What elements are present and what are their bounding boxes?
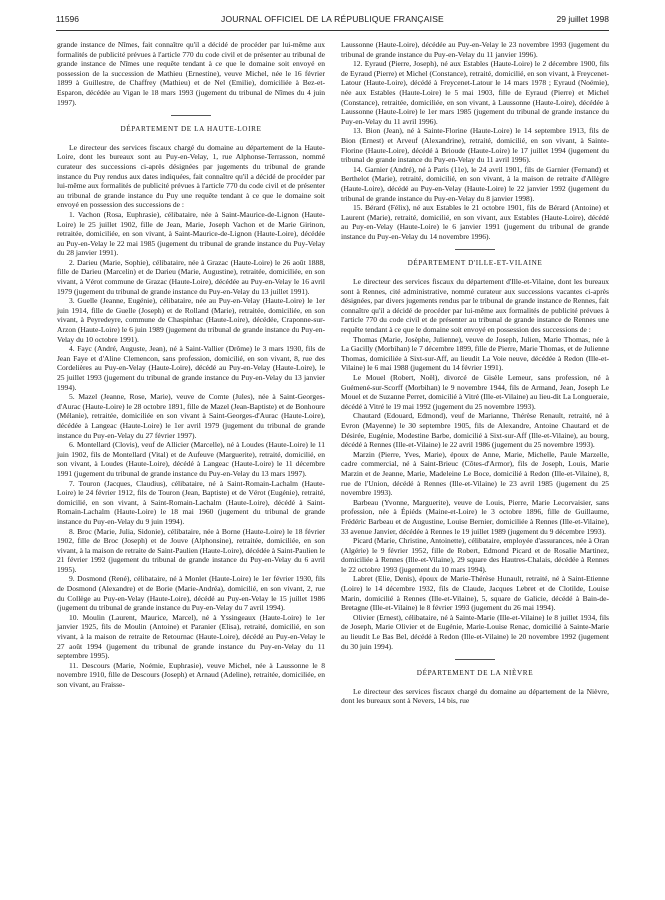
entry: 2. Darieu (Marie, Sophie), célibataire, née à Grazac (Haute-Loire) le 26 août 1888, fille de Darieu (Marcelin) et de Darieu (Marie, Augustine), retraitée, domiciliée, en son vivant, à Vérot commune de Grazac (Haute-Loire), décédée au Puy-en-Velay le 16 avril 1979 (jugement du tribunal de grande instance du Puy-en-Velay du 13 juillet 1991).: [57, 257, 325, 296]
entry: 4. Fayc (André, Auguste, Jean), né à Saint-Vallier (Drôme) le 3 mars 1930, fils de Jean Faye et d'Aline Clemencon, sans profession, domicilié, en son vivant, 8, rue des Cordelières au Puy-en-Velay (Haute-Loire), décédé au Puy-en-Velay (Haute-Loire), le 25 juillet 1993 (jugement du tribunal de grande instance du Puy-en-Velay du 13 janvier 1994).: [57, 344, 325, 392]
entry: Picard (Marie, Christine, Antoinette), célibataire, employée d'assurances, née à Oran (Algérie) le 9 février 1952, fille de Robert, Edmond Picard et de Rosalie Martinez, domiciliée à Rennes (Ille-et-Vilaine), 29 square des Hautres-Chalais, décédée à Rennes le 22 octobre 1993 (jugement du 10 mars 1994).: [341, 536, 609, 574]
section-intro: Le directeur des services fiscaux du département d'Ille-et-Vilaine, dont les bureaux sont à Rennes, cité administrative, nommé curateur aux successions vacantes ci-après désignées, par divers jugements rendus par le tribunal de grande instance de Rennes, fait connaître qu'il a décidé de procéder par lui-même aux formalités de publicité prévues à l'article 770 du code civil et de présenter au tribunal de grande instance de Rennes une requête tendant à ce que le domaine soit envoyé en possession des successions de :: [341, 277, 609, 335]
section-divider: [455, 249, 495, 250]
entry: Chautard (Edouard, Edmond), veuf de Marianne, Thérèse Renault, retraité, né à Evron (Mayenne) le 30 septembre 1905, fils de Alexandre, Antoine Chautard et de Désirée, Eugénie, Modestine Barbe, domicilié à Sixt-sur-Aff (Ille-et-Vilaine), au bourg, décédé à Rennes (Ille-et-Vilaine) le 22 avril 1986 (jugement du 25 novembre 1993).: [341, 411, 609, 450]
entry: 3. Guelle (Jeanne, Eugénie), célibataire, née au Puy-en-Velay (Haute-Loire) le 1er juin 1914, fille de Guelle (Joseph) et de Rolland (Marie), retraitée, domiciliée, en son vivant, à Peyredeyre, commune de Chaspinhac (Haute-Loire), décédée, Craponne-sur-Arzon (Haute-Loire) le 6 juin 1989 (jugement du tribunal de grande instance du Puy-en-Velay du 10 octobre 1991).: [57, 296, 325, 344]
entry: Laussonne (Haute-Loire), décédée au Puy-en-Velay le 23 novembre 1993 (jugement du tribunal de grande instance du Puy-en-Velay du 11 janvier 1996).: [341, 40, 609, 59]
entry: 10. Moulin (Laurent, Maurice, Marcel), né à Yssingeaux (Haute-Loire) le 1er janvier 1925, fils de Moulin (Antoine) et Paranier (Elisa), retraité, domicilié, en son vivant, à la maison de retraite de Retournac (Haute-Loire), décédé au Puy-en-Velay le 27 août 1994 (jugement du tribunal de grande instance du Puy-en-Velay du 11 septembre 1995).: [57, 612, 325, 661]
entry: Olivier (Ernest), célibataire, né à Sainte-Marie (Ille-et-Vilaine) le 8 juillet 1934, fils de Joseph, Marie Olivier et de Eugénie, Marie-Louise Renac, domicilié à Sainte-Marie au lieudit Le Bas Bel, décédé à Redon (Ille-et-Vilaine) le 20 novembre 1992 (jugement du 30 juin 1994).: [341, 612, 609, 651]
section-title-nievre: DÉPARTEMENT DE LA NIÈVRE: [416, 669, 534, 678]
journal-title: JOURNAL OFFICIEL DE LA RÉPUBLIQUE FRANÇAISE: [221, 14, 444, 24]
entry: Marzin (Pierre, Yves, Marie), époux de Anne, Marie, Michelle, Paule Marzelle, cadre commercial, né à Saint-Brieuc (Côtes-d'Armor), fils de Joseph, Louis, Marie Marzin et de Jeanne, Marie, Madeleine Le Boce, domicilié à Redon (Ille-et-Vilaine), 8, rue de l'Union, décédé à Rennes (Ille-et-Vilaine) le 23 avril 1985 (jugement du 25 novembre 1993).: [341, 449, 609, 498]
section-intro: Le directeur des services fiscaux chargé du domaine au département de la Haute-Loire, dont les bureaux sont au Puy-en-Velay, 1, rue Alphonse-Terrasson, nommé curateur des successions ci-après désignées par jugements du tribunal de grande instance du Puy rendus aux dates indiquées, fait connaître qu'il a décidé de procéder par lui-même aux formalités de publicité prévues à l'article 770 du code civil et de présenter au tribunal de grande instance du Puy une requête tendant à ce que le domaine soit envoyé en possession des successions de :: [57, 142, 325, 210]
entry: 8. Broc (Marie, Julia, Sidonie), célibataire, née à Borne (Haute-Loire) le 18 février 1902, fille de Broc (Joseph) et de Jouve (Alphonsine), retraitée, domiciliée, en son vivant, à la maison de retraite de Saint-Paulien (Haute-Loire), décédée à Saint-Paulien le 21 février 1992 (jugement du tribunal de grande instance du Puy-en-Velay du 6 avril 1995).: [57, 526, 325, 574]
section-intro: Le directeur des services fiscaux chargé du domaine au département de la Nièvre, dont les bureaux sont à Nevers, 14 bis, rue: [341, 686, 609, 706]
entry: 12. Eyraud (Pierre, Joseph), né aux Estables (Haute-Loire) le 2 décembre 1900, fils de Eyraud (Pierre) et Michel (Constance), retraité, domicilié, en son vivant, à Freycenet-Latour (Haute-Loire), décédé à Freycenet-Latour le 14 mars 1978 ; Eyraud (Noémie), née aux Estables (Haute-Loire) le 5 mai 1903, fille de Eyraud (Pierre) et Michel (Constance), retraitée, domiciliée, en son vivant, à Laussonne (Haute-Loire), décédée à Laussonne (Haute-Loire) le 1er mars 1985 (jugement du tribunal de grande instance du Puy-en-Velay du 11 avril 1996).: [341, 59, 609, 126]
entry: Barbeau (Yvonne, Marguerite), veuve de Louis, Pierre, Marie Lecorvaisier, sans profession, née à Épiéds (Maine-et-Loire) le 3 octobre 1896, fille de Guillaume, Frédéric Barbeau et de Augustine, Louise Bernier, domiciliée à Rennes (Ille-et-Vilaine), 33 avenue Janvier, décédée à Rennes le 19 juillet 1989 (jugement du 9 décembre 1993).: [341, 497, 609, 536]
page-number: 11596: [56, 14, 80, 24]
section-title-haute-loire: DÉPARTEMENT DE LA HAUTE-LOIRE: [120, 125, 262, 134]
right-column: [341, 40, 609, 706]
publication-date: 29 juillet 1998: [556, 14, 609, 24]
intro-continuation: grande instance de Nîmes, fait connaître qu'il a décidé de procéder par lui-même aux formalités de publicité prévues à l'article 770 du code civil et de présenter au tribunal de grande instance de Nîmes une requête tendant à ce que le domaine soit envoyé en possession de la succession de Mathieu (Ernestine), veuve Michel, née le 16 février 1899 à Guillestre, de Chaffrey (Mathieu) et de Nel (Emilie), domiciliée à Bez-et-Esparon, décédée au Vigan le 18 mars 1993 (jugement du tribunal de Nîmes du 4 juin 1997).: [57, 40, 325, 107]
section-divider: [455, 659, 495, 660]
entry: 7. Touron (Jacques, Claudius), célibataire, né à Saint-Romain-Lachalm (Haute-Loire) le 24 février 1912, fils de Touron (Jean, Baptiste) et de Vérot (Eugénie), retraité, domicilié, en son vivant, à Saint-Romain-Lachalm (Haute-Loire), décédé à Saint-Romain-Lachalm (Haute-Loire) le 18 mai 1960 (jugement du tribunal de grande instance du Puy-en-Velay du 9 juin 1994).: [57, 478, 325, 526]
entry: 14. Garnier (André), né à Paris (11e), le 24 avril 1901, fils de Garnier (Fernand) et Berthelot (Marie), retraité, domicilié, en son vivant, à la maison de retraite d'Allègre (Haute-Loire), décédé au Puy-en-Velay (Haute-Loire) le 22 janvier 1992 (jugement du tribunal de grande instance du Puy-en-Velay du 8 janvier 1998).: [341, 164, 609, 203]
entry: Labret (Elie, Denis), époux de Marie-Thérèse Hunault, retraité, né à Saint-Etienne (Loire) le 14 décembre 1932, fils de Claude, Jacques Lebret et de Clotilde, Louise Marin, domicilié à Rennes (Ille-et-Vilaine), 5, square de Galicie, décédé à Bain-de-Bretagne (Ille-et-Vilaine) le 8 février 1993 (jugement du 26 mai 1994).: [341, 574, 609, 613]
entry: 9. Dosmond (René), célibataire, né à Monlet (Haute-Loire) le 1er février 1930, fils de Dosmond (Alexandre) et de Borie (Marie-Andréa), domicilié, en son vivant, 2, rue du Collège au Puy-en-Velay (Haute-Loire), décédé au Puy-en-Velay le 15 juillet 1986 (jugement du tribunal de grande instance du Puy-en-Velay du 7 avril 1994).: [57, 574, 325, 613]
entry: 6. Montellard (Clovis), veuf de Allicier (Marcelle), né à Loudes (Haute-Loire) le 11 juin 1902, fils de Montellard (Vital) et de Aufeuve (Marguerite), retraité, domicilié, en son vivant, à Loudes (Haute-Loire), décédé à Langeac (Haute-Loire) le 11 décembre 1991 (jugement du tribunal de grande instance du Puy-en-Velay du 13 mars 1997).: [57, 440, 325, 478]
entry: 11. Descours (Marie, Noémie, Euphrasie), veuve Michel, née à Laussonne le 8 novembre 1910, fille de Descours (Joseph) et Arnaud (Adeline), retraitée, domiciliée, en son vivant, au Fraisse-: [57, 660, 325, 689]
section-title-ille-et-vilaine: DÉPARTEMENT D'ILLE-ET-VILAINE: [407, 259, 543, 268]
entry: Thomas (Marie, Josèphe, Julienne), veuve de Joseph, Julien, Marie Thomas, née à La Gacilly (Morbihan) le 7 décembre 1899, fille de Pierre, Marie Thomas, et de Julienne Thomas, domiciliée à Sixt-sur-Aff, au lieudit La Voie neuve, décédée à Redon (Ille-et-Vilaine) le 6 mai 1988 (jugement du 14 février 1991).: [341, 334, 609, 373]
left-column: [57, 40, 325, 690]
header-rule: [56, 30, 609, 31]
entry: 13. Bion (Jean), né à Sainte-Florine (Haute-Loire) le 14 septembre 1913, fils de Bion (Ernest) et Arveuf (Alexandrine), retraité, domicilié, en son vivant, à Sainte-Florine (Haute-Loire), décédé à Brioude (Haute-Loire) le 17 juillet 1994 (jugement du tribunal de grande instance du Puy-en-Velay du 11 avril 1996).: [341, 126, 609, 165]
page-header: [56, 14, 609, 28]
entry: 15. Bérard (Félix), né aux Estables le 21 octobre 1901, fils de Bérard (Antoine) et Laurent (Marie), retraité, domicilié, en son vivant, aux Estables (Haute-Loire), décédé au Puy-en-Velay (Haute-Loire) le 6 janvier 1991 (jugement du tribunal de grande instance du Puy-en-Velay du 14 novembre 1996).: [341, 203, 609, 241]
entry: Le Mouel (Robert, Noël), divorcé de Gisèle Lemeur, sans profession, né à Guémené-sur-Scorff (Morbihan) le 9 novembre 1944, fils de Armand, Jean, Joseph Le Mouel et de Suzanne Perret, domicilié à Vitré (Ille-et-Vilaine) au lieu-dit La Longueraie, décédé à Vitré le 19 mai 1992 (jugement du 25 novembre 1993).: [341, 373, 609, 411]
section-divider: [171, 115, 211, 116]
entry: 1. Vachon (Rosa, Euphrasie), célibataire, née à Saint-Maurice-de-Lignon (Haute-Loire) le 25 juillet 1902, fille de Jean, Marie, Joseph Vachon et de Marie Girinon, retraitée, domiciliée, en son vivant, à Saint-Maurice-de-Lignon (Haute-Loire), décédée au Puy-en-Velay le 22 mai 1985 (jugement du tribunal de grande instance du Puy-Velay du 28 janvier 1991).: [57, 209, 325, 258]
entry: 5. Mazel (Jeanne, Rose, Marie), veuve de Comte (Jules), née à Saint-Georges-d'Aurac (Haute-Loire) le 28 octobre 1891, fille de Mazel (Jean-Baptiste) et de Bonhoure (Mélanie), retraitée, domiciliée en son vivant à Saint-Georges-d'Aurac (Haute-Loire), décédée à Langeac (Haute-Loire) le 1er avril 1979 (jugement du tribunal de grande instance du Puy-en-Velay du 27 février 1997).: [57, 392, 325, 440]
